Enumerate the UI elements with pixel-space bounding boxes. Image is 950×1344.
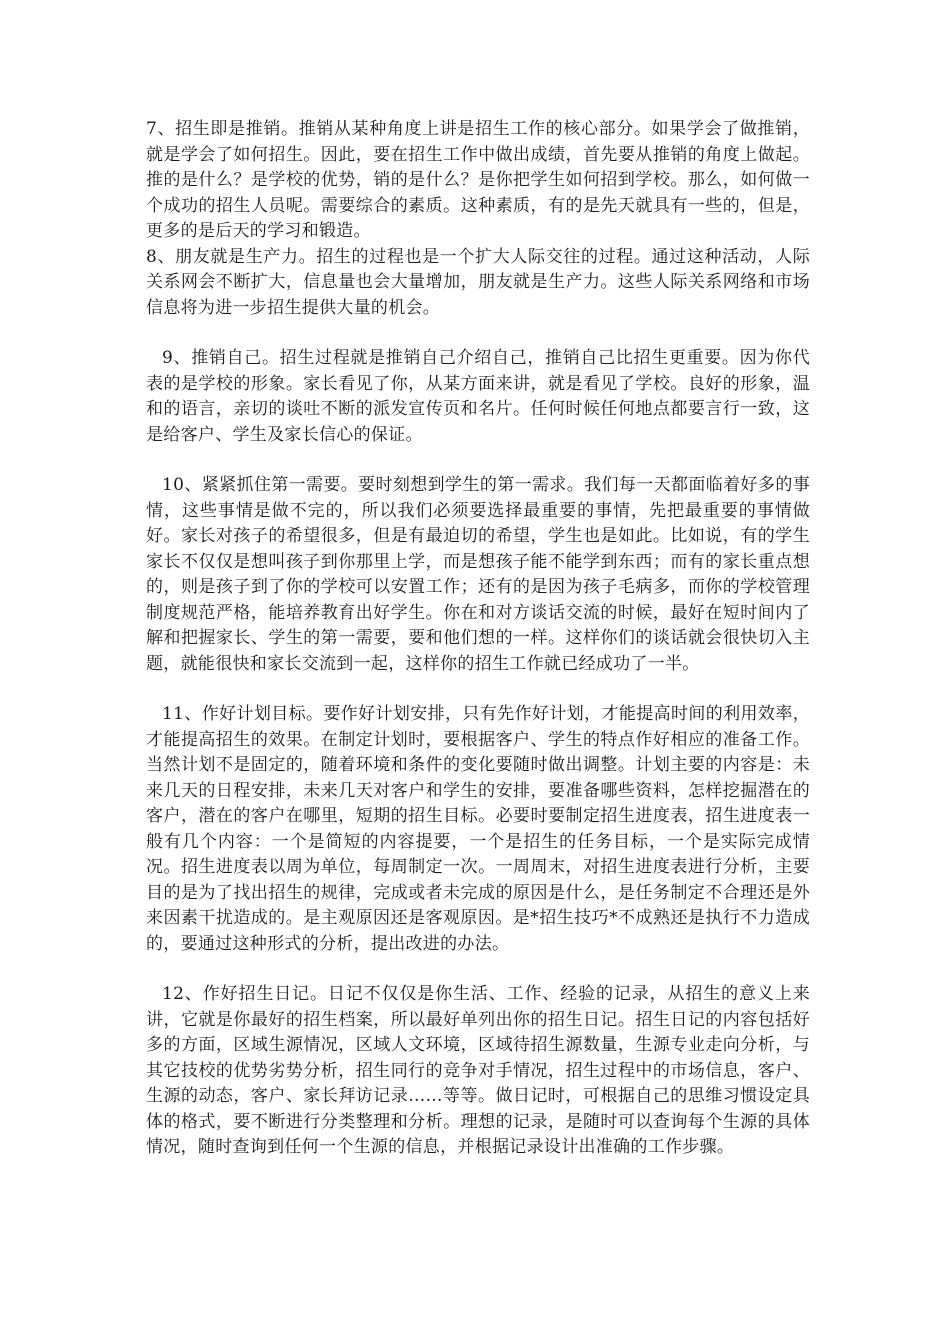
paragraph-spacer: [146, 677, 810, 702]
paragraph-spacer: [146, 448, 810, 473]
paragraph-8: 8、朋友就是生产力。招生的过程也是一个扩大人际交往的过程。通过这种活动，人际关系网会不断扩大，信息量也会大量增加，朋友就是生产力。这些人际关系网络和市场信息将为进一步招生提供大量的机会。: [146, 246, 810, 318]
paragraph-9: 9、推销自己。招生过程就是推销自己介绍自己，推销自己比招生更重要。因为你代表的是学校的形象。家长看见了你，从某方面来讲，就是看见了学校。良好的形象，温和的语言，亲切的谈吐不断的派发宣传页和名片。任何时候任何地点都要言行一致，这是给客户、学生及家长信心的保证。: [146, 348, 810, 445]
paragraph-11: 11、作好计划目标。要作好计划安排，只有先作好计划，才能提高时间的利用效率，才能提高招生的效果。在制定计划时，要根据客户、学生的特点作好相应的准备工作。当然计划不是固定的，随着环境和条件的变化要随时做出调整。计划主要的内容是：未来几天的日程安排，未来几天对客户和学生的安排，要准备哪些资料，怎样挖掘潜在的客户，潜在的客户在哪里，短期的招生目标。必要时要制定招生进度表，招生进度表一般有几个内容：一个是简短的内容提要，一个是招生的任务目标，一个是实际完成情况。招生进度表以周为单位，每周制定一次。一周周末，对招生进度表进行分析，主要目的是为了找出招生的规律，完成或者未完成的原因是什么，是任务制定不合理还是外来因素干扰造成的。是主观原因还是客观原因。是*招生技巧*不成熟还是执行不力造成的，要通过这种形式的分析，提出改进的办法。: [146, 704, 810, 954]
paragraph-spacer: [146, 957, 810, 982]
paragraph-10: 10、紧紧抓住第一需要。要时刻想到学生的第一需求。我们每一天都面临着好多的事情，这些事情是做不完的，所以我们必须要选择最重要的事情，先把最重要的事情做好。家长对孩子的希望很多，但是有最迫切的希望，学生也是如此。比如说，有的学生家长不仅仅是想叫孩子到你那里上学，而是想孩子能不能学到东西；而有的家长重点想的，则是孩子到了你的学校可以安置工作；还有的是因为孩子毛病多，而你的学校管理制度规范严格，能培养教育出好学生。你在和对方谈话交流的时候，最好在短时间内了解和把握家长、学生的第一需要，要和他们想的一样。这样你们的谈话就会很快切入主题，就能很快和家长交流到一起，这样你的招生工作就已经成功了一半。: [146, 475, 810, 674]
paragraph-spacer: [146, 321, 810, 346]
document-body: [146, 117, 810, 1161]
paragraph-7: 7、招生即是推销。推销从某种角度上讲是招生工作的核心部分。如果学会了做推销，就是学会了如何招生。因此，要在招生工作中做出成绩，首先要从推销的角度上做起。推的是什么？是学校的优势，销的是什么？是你把学生如何招到学校。那么，如何做一个成功的招生人员呢。需要综合的素质。这种素质，有的是先天就具有一些的，但是，更多的是后天的学习和锻造。: [146, 119, 810, 241]
paragraph-12: 12、作好招生日记。日记不仅仅是你生活、工作、经验的记录，从招生的意义上来讲，它就是你最好的招生档案，所以最好单列出你的招生日记。招生日记的内容包括好多的方面，区域生源情况，区域人文环境，区域待招生源数量，生源专业走向分析，与其它技校的优势劣势分析，招生同行的竞争对手情况，招生过程中的市场信息，客户、生源的动态，客户、家长拜访记录……等等。做日记时，可根据自己的思维习惯设定具体的格式，要不断进行分类整理和分析。理想的记录，是随时可以查询每个生源的具体情况，随时查询到任何一个生源的信息，并根据记录设计出准确的工作步骤。: [146, 984, 810, 1157]
